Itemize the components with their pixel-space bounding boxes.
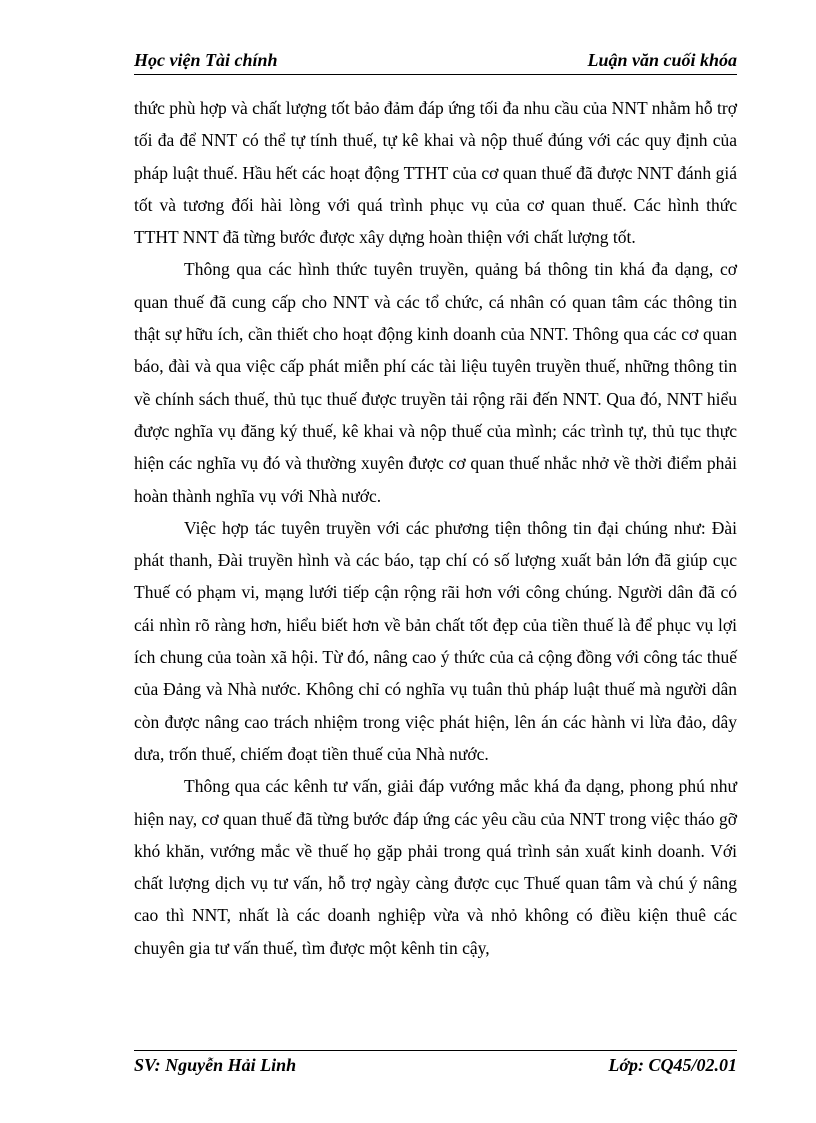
paragraph-1: thức phù hợp và chất lượng tốt bảo đảm đáp ứng tối đa nhu cầu của NNT nhằm hỗ trợ tối đa để NNT có thể tự tính thuế, tự kê khai và nộp thuế đúng với các quy định của pháp luật thuế. Hầu hết các hoạt động TTHT của cơ quan thuế đã được NNT đánh giá tốt và tương đối hài lòng với quá trình phục vụ của cơ quan thuế. Các hình thức TTHT NNT đã từng bước được xây dựng hoàn thiện với chất lượng tốt. [134, 98, 737, 248]
page-footer [134, 1050, 737, 1079]
header-document-type: Luận văn cuối khóa [587, 50, 737, 70]
page-header [134, 48, 737, 75]
paragraph-4: Thông qua các kênh tư vấn, giải đáp vướng mắc khá đa dạng, phong phú như hiện nay, cơ quan thuế đã từng bước đáp ứng các yêu cầu của NNT trong việc tháo gỡ khó khăn, vướng mắc về thuế họ gặp phải trong quá trình sản xuất kinh doanh. Với chất lượng dịch vụ tư vấn, hỗ trợ ngày càng được cục Thuế quan tâm và chú ý nâng cao thì NNT, nhất là các doanh nghiệp vừa và nhỏ không có điều kiện thuê các chuyên gia tư vấn thuế, tìm được một kênh tin cậy, [134, 776, 737, 958]
header-institution: Học viện Tài chính [134, 50, 278, 70]
paragraph-2: Thông qua các hình thức tuyên truyền, quảng bá thông tin khá đa dạng, cơ quan thuế đã cung cấp cho NNT và các tổ chức, cá nhân có quan tâm các thông tin thật sự hữu ích, cần thiết cho hoạt động kinh doanh của NNT. Thông qua các cơ quan báo, đài và qua việc cấp phát miễn phí các tài liệu tuyên truyền thuế, những thông tin về chính sách thuế, thủ tục thuế được truyền tải rộng rãi đến NNT. Qua đó, NNT hiểu được nghĩa vụ đăng ký thuế, kê khai và nộp thuế của mình; các trình tự, thủ tục thực hiện các nghĩa vụ đó và thường xuyên được cơ quan thuế nhắc nhở về thời điểm phải hoàn thành nghĩa vụ với Nhà nước. [134, 259, 737, 506]
page-body [134, 92, 737, 964]
paragraph-3: Việc hợp tác tuyên truyền với các phương tiện thông tin đại chúng như: Đài phát thanh, Đài truyền hình và các báo, tạp chí có số lượng xuất bản lớn đã giúp cục Thuế có phạm vi, mạng lưới tiếp cận rộng rãi hơn với công chúng. Người dân đã có cái nhìn rõ ràng hơn, hiểu biết hơn về bản chất tốt đẹp của tiền thuế là để phục vụ lợi ích chung của toàn xã hội. Từ đó, nâng cao ý thức của cả cộng đồng với công tác thuế của Đảng và Nhà nước. Không chỉ có nghĩa vụ tuân thủ pháp luật thuế mà người dân còn được nâng cao trách nhiệm trong việc phát hiện, lên án các hành vi lừa đảo, dây dưa, trốn thuế, chiếm đoạt tiền thuế của Nhà nước. [134, 517, 737, 764]
footer-class-code: Lớp: CQ45/02.01 [608, 1055, 737, 1075]
footer-student-name: SV: Nguyễn Hải Linh [134, 1055, 297, 1075]
